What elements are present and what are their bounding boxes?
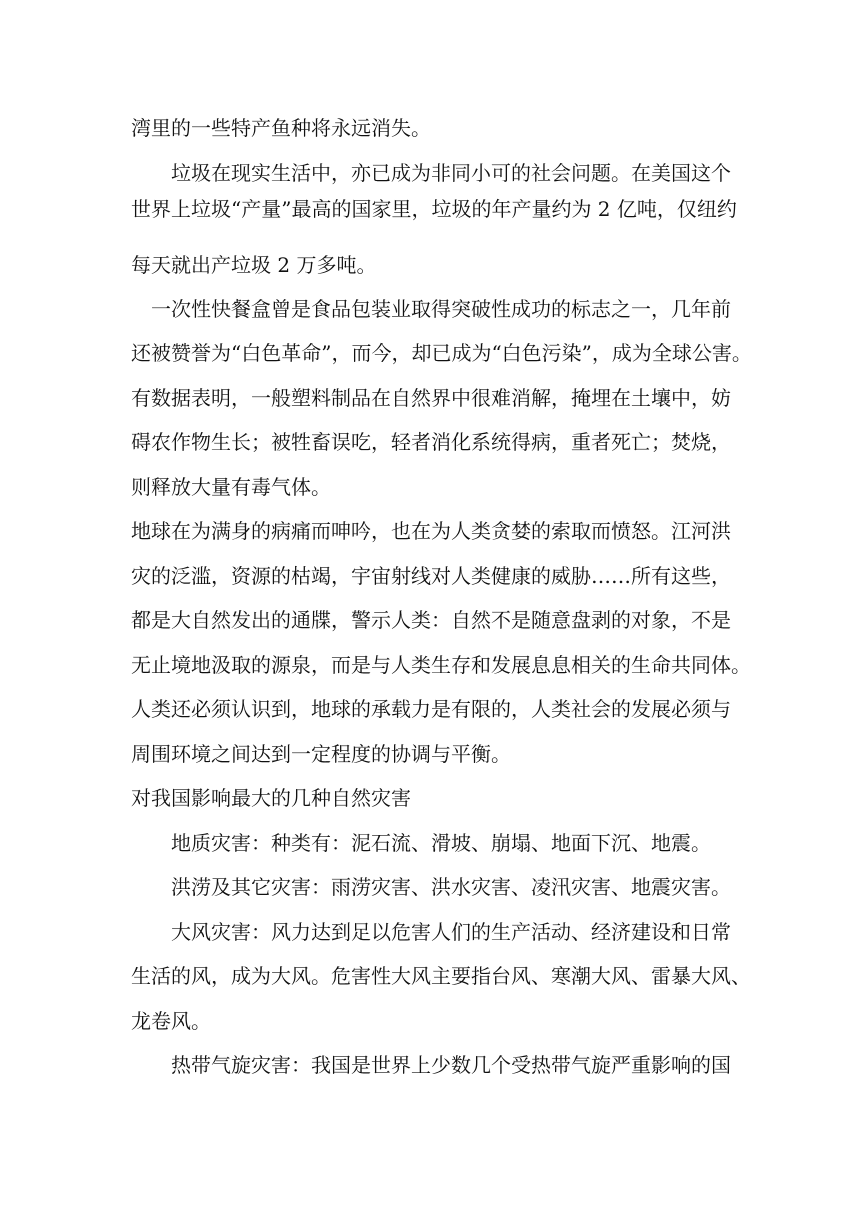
text-line: 还被赞誉为“白色革命”，而今，却已成为“白色污染”，成为全球公害。 xyxy=(131,341,752,365)
text-line: 湾里的一些特产鱼种将永远消失。 xyxy=(131,116,431,140)
text-line: 则释放大量有毒气体。 xyxy=(131,475,331,499)
text-line: 无止境地汲取的源泉，而是与人类生存和发展息息相关的生命共同体。 xyxy=(131,653,751,677)
text-line: 灾的泛滥，资源的枯竭，宇宙射线对人类健康的威胁……所有这些， xyxy=(131,564,731,588)
text-line: 垃圾在现实生活中，亦已成为非同小可的社会问题。在美国这个 xyxy=(171,161,731,185)
text-line: 有数据表明，一般塑料制品在自然界中很难消解，掩埋在土壤中，妨 xyxy=(131,386,731,410)
text-line: 周围环境之间达到一定程度的协调与平衡。 xyxy=(131,742,511,766)
text-line: 一次性快餐盒曾是食品包装业取得突破性成功的标志之一，几年前 xyxy=(151,297,731,321)
text-line: 热带气旋灾害：我国是世界上少数几个受热带气旋严重影响的国 xyxy=(171,1053,731,1077)
text-line: 世界上垃圾“产量”最高的国家里，垃圾的年产量约为 2 亿吨，仅纽约 xyxy=(131,197,737,221)
text-line: 碍农作物生长；被牲畜误吃，轻者消化系统得病，重者死亡；焚烧， xyxy=(131,430,731,454)
text-line: 生活的风，成为大风。危害性大风主要指台风、寒潮大风、雷暴大风、 xyxy=(131,964,751,988)
text-line: 每天就出产垃圾 2 万多吨。 xyxy=(131,253,377,277)
text-line: 洪涝及其它灾害：雨涝灾害、洪水灾害、凌汛灾害、地震灾害。 xyxy=(171,875,731,899)
text-line: 大风灾害：风力达到足以危害人们的生产活动、经济建设和日常 xyxy=(171,920,731,944)
section-heading: 对我国影响最大的几种自然灾害 xyxy=(131,786,411,810)
text-line: 人类还必须认识到，地球的承载力是有限的，人类社会的发展必须与 xyxy=(131,697,731,721)
text-line: 都是大自然发出的通牒，警示人类：自然不是随意盘剥的对象，不是 xyxy=(131,608,731,632)
text-line: 龙卷风。 xyxy=(131,1009,211,1033)
text-line: 地球在为满身的病痛而呻吟，也在为人类贪婪的索取而愤怒。江河洪 xyxy=(131,519,731,543)
text-line: 地质灾害：种类有：泥石流、滑坡、崩塌、地面下沉、地震。 xyxy=(171,831,711,855)
